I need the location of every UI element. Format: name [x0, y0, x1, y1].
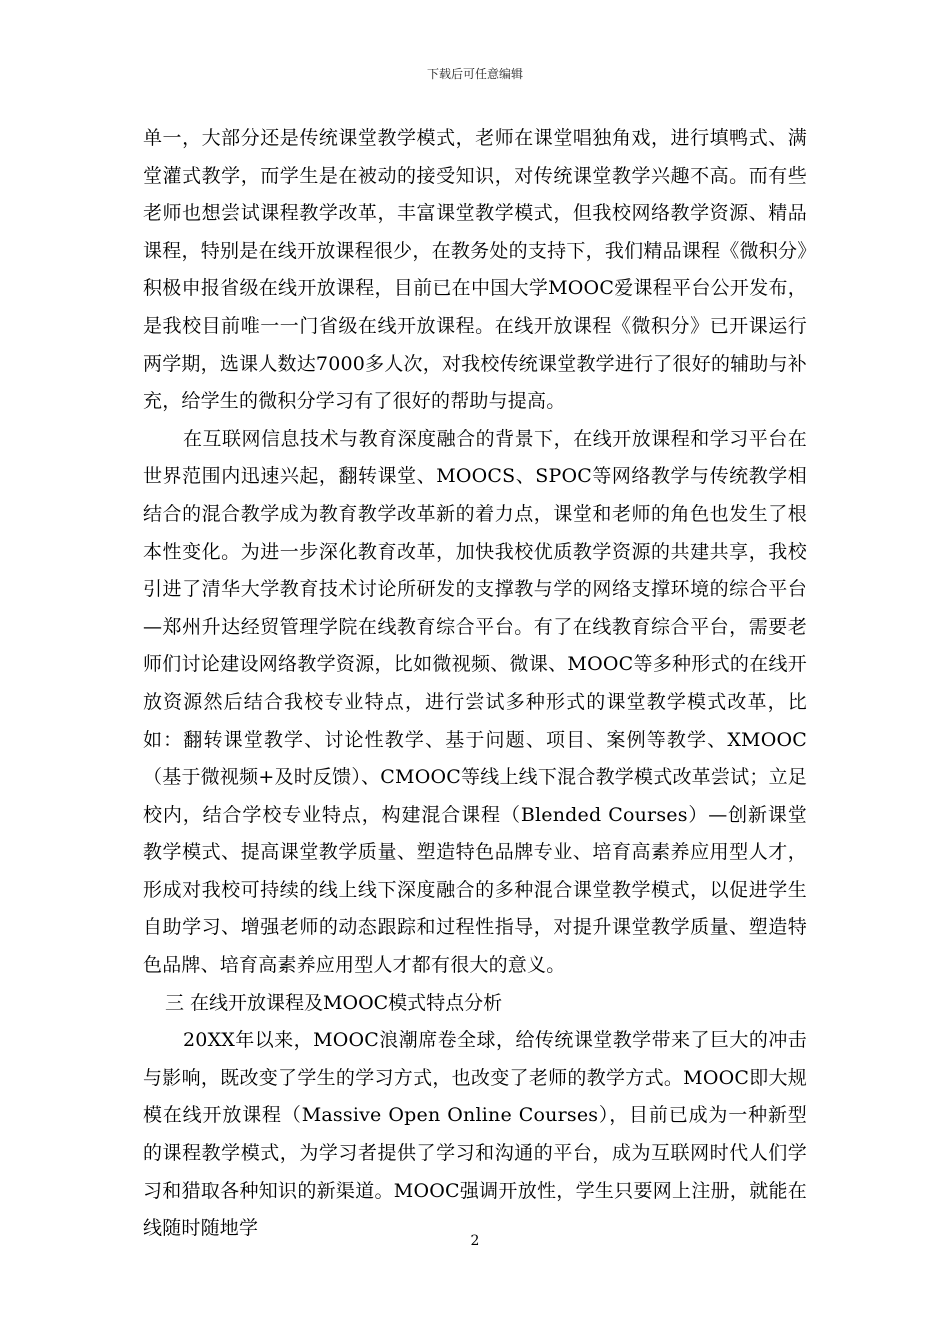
page-header: 下载后可任意编辑 [426, 67, 523, 81]
page-number: 2 [470, 1233, 480, 1249]
paragraph-continued: 单一，大部分还是传统课堂教学模式，老师在课堂唱独角戏，进行填鸭式、满堂灌式教学，而学生是在被动的接受知识，对传统课堂教学兴趣不高。而有些老师也想尝试课程教学改革，丰富课堂教学模式，但我校网络教学资源、精品课程，特别是在线开放课程很少，在教务处的支持下，我们精品课程《微积分》积极申报省级在线开放课程，目前已在中国大学MOOC爱课程平台公开发布，是我校目前唯一一门省级在线开放课程。在线开放课程《微积分》已开课运行两学期，选课人数达7000多人次，对我校传统课堂教学进行了很好的辅助与补充，给学生的微积分学习有了很好的帮助与提高。 [143, 127, 807, 413]
document-body [143, 120, 807, 1248]
section-heading: 三 在线开放课程及MOOC模式特点分析 [165, 991, 503, 1014]
paragraph-background: 在互联网信息技术与教育深度融合的背景下，在线开放课程和学习平台在世界范围内迅速兴起，翻转课堂、MOOCS、SPOC等网络教学与传统教学相结合的混合教学成为教育教学改革新的着力点，课堂和老师的角色也发生了根本性变化。为进一步深化教育改革，加快我校优质教学资源的共建共享，我校引进了清华大学教育技术讨论所研发的支撑教与学的网络支撑环境的综合平台—郑州升达经贸管理学院在线教育综合平台。有了在线教育综合平台，需要老师们讨论建设网络教学资源，比如微视频、微课、MOOC等多种形式的在线开放资源然后结合我校专业特点，进行尝试多种形式的课堂教学模式改革，比如：翻转课堂教学、讨论性教学、基于问题、项目、案例等教学、XMOOC（基于微视频+及时反馈）、CMOOC等线上线下混合教学模式改革尝试；立足校内，结合学校专业特点，构建混合课程（Blended Courses）—创新课堂教学模式、提高课堂教学质量、塑造特色品牌专业、培育高素养应用型人才，形成对我校可持续的线上线下深度融合的多种混合课堂教学模式，以促进学生自助学习、增强老师的动态跟踪和过程性指导，对提升课堂教学质量、塑造特色品牌、培育高素养应用型人才都有很大的意义。 [143, 427, 807, 977]
paragraph-mooc: 20XX年以来，MOOC浪潮席卷全球，给传统课堂教学带来了巨大的冲击与影响，既改变了学生的学习方式，也改变了老师的教学方式。MOOC即大规模在线开放课程（Massive Open Online Courses），目前已成为一种新型的课程教学模式，为学习者提供了学习和沟通的平台，成为互联网时代人们学习和猎取各种知识的新渠道。MOOC强调开放性，学生只要网上注册，就能在线随时随地学 [143, 1029, 807, 1240]
